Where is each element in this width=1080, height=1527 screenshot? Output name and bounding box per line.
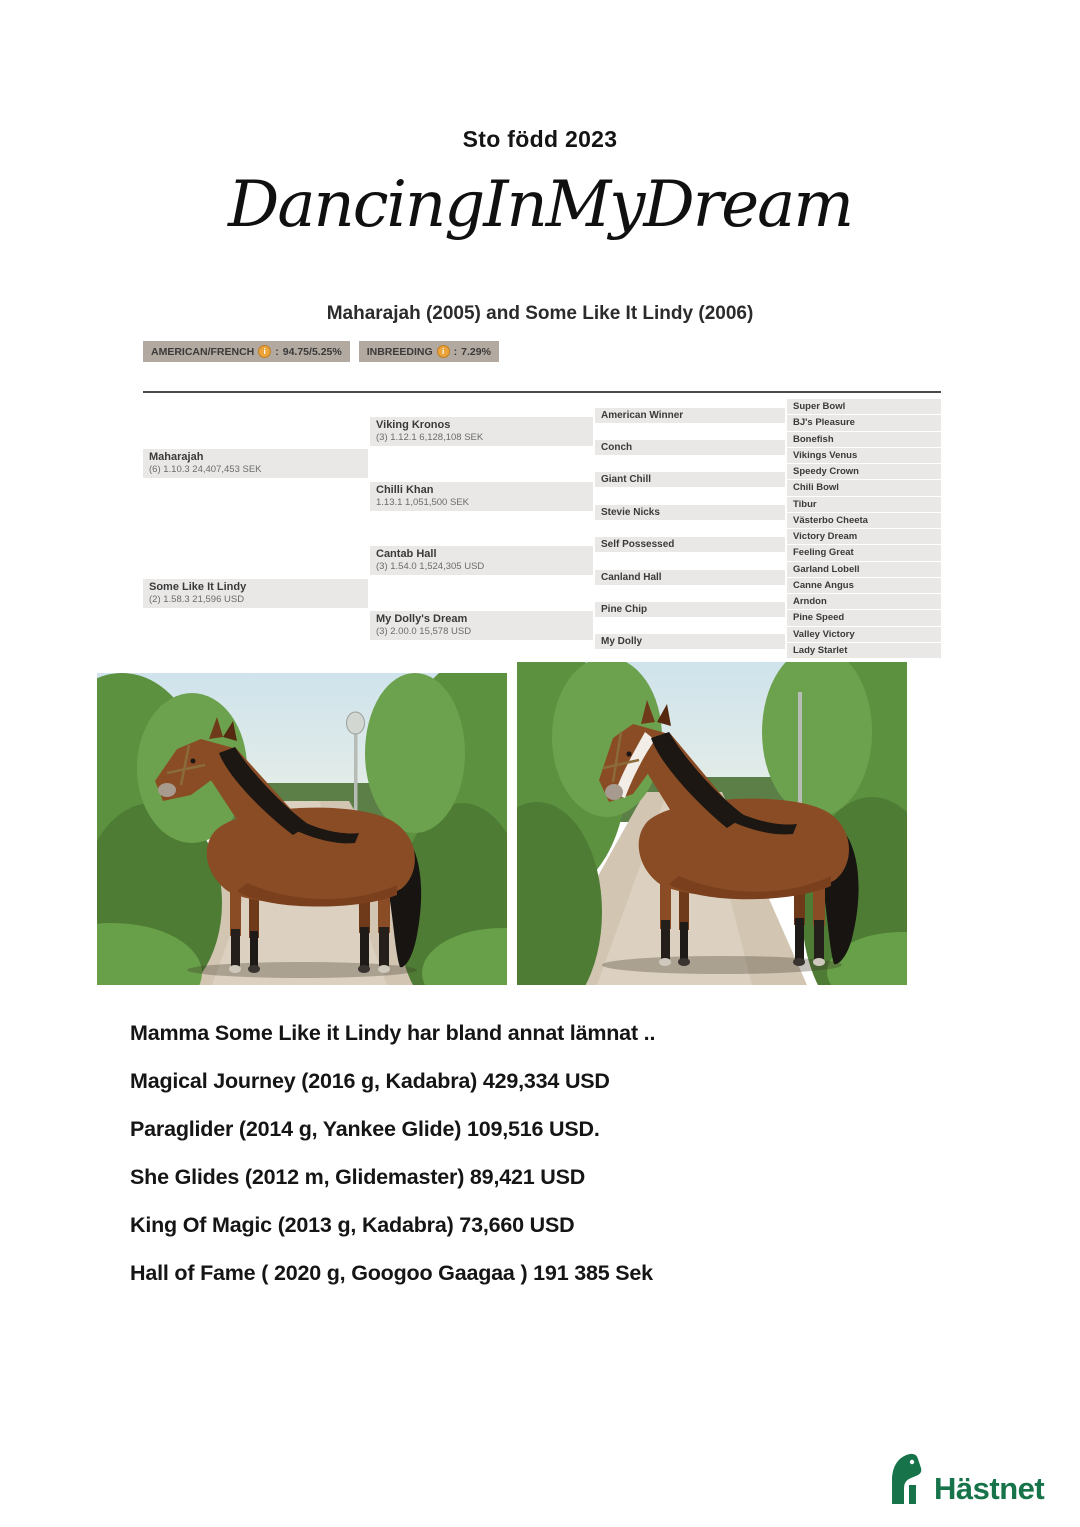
badge-separator: : bbox=[275, 345, 279, 358]
badge-value: 7.29% bbox=[461, 345, 491, 358]
pedigree-cell: Chili Bowl bbox=[787, 480, 941, 495]
pedigree-cell: American Winner bbox=[595, 408, 785, 423]
horse-name: Chilli Khan bbox=[376, 483, 434, 496]
pedigree-cell: Self Possessed bbox=[595, 537, 785, 552]
pedigree-cell: BJ's Pleasure bbox=[787, 415, 941, 430]
horse-record: (3) 1.54.0 1,524,305 USD bbox=[376, 561, 485, 573]
pedigree-cell: Valley Victory bbox=[787, 627, 941, 642]
pedigree-cell: Conch bbox=[595, 440, 785, 455]
breed-ratio-badge bbox=[143, 341, 350, 362]
pedigree-table bbox=[143, 399, 941, 658]
pedigree-cell: My Dolly bbox=[595, 634, 785, 649]
horse-name: Viking Kronos bbox=[376, 418, 451, 431]
horse-name: My Dolly's Dream bbox=[376, 613, 468, 626]
badge-label: AMERICAN/FRENCH bbox=[151, 345, 255, 358]
hastnet-logo-text: Hästnet bbox=[934, 1471, 1045, 1506]
pedigree-cell bbox=[370, 417, 593, 446]
horse-photo-right bbox=[517, 662, 907, 985]
pedigree-cell: Stevie Nicks bbox=[595, 505, 785, 520]
offspring-line: King Of Magic (2013 g, Kadabra) 73,660 USD bbox=[130, 1213, 575, 1237]
pedigree-divider bbox=[143, 391, 941, 393]
offspring-line: Magical Journey (2016 g, Kadabra) 429,334 USD bbox=[130, 1069, 610, 1093]
horse-record: 1.13.1 1,051,500 SEK bbox=[376, 496, 469, 508]
pedigree-cell: Pine Speed bbox=[787, 610, 941, 625]
hastnet-logo bbox=[886, 1452, 1044, 1504]
horse-photo-left bbox=[97, 673, 507, 985]
pedigree-cell: Super Bowl bbox=[787, 399, 941, 414]
offspring-section bbox=[130, 1022, 655, 1310]
pedigree-cell: Canne Angus bbox=[787, 578, 941, 593]
horse-record: (3) 1.12.1 6,128,108 SEK bbox=[376, 431, 484, 443]
badge-label: INBREEDING bbox=[366, 345, 433, 358]
pedigree-cell: Canland Hall bbox=[595, 570, 785, 585]
offspring-line: Hall of Fame ( 2020 g, Googoo Gaagaa ) 191 385 Sek bbox=[130, 1261, 653, 1285]
parents-title: Maharajah (2005) and Some Like It Lindy (2006) bbox=[326, 303, 754, 324]
horse-record: (3) 2.00.0 15,578 USD bbox=[376, 626, 472, 638]
badge-separator: : bbox=[453, 345, 458, 358]
pedigree-cell bbox=[370, 546, 593, 575]
pedigree-cell: Pine Chip bbox=[595, 602, 785, 617]
offspring-intro: Mamma Some Like it Lindy har bland annat lämnat .. bbox=[130, 1021, 656, 1045]
offspring-line: Paraglider (2014 g, Yankee Glide) 109,516 USD. bbox=[130, 1117, 600, 1141]
horse-name: Maharajah bbox=[149, 451, 204, 464]
pedigree-cell-dam bbox=[143, 579, 368, 608]
offspring-line: She Glides (2012 m, Glidemaster) 89,421 USD bbox=[130, 1165, 586, 1189]
horse-photo-illustration bbox=[517, 662, 907, 985]
pedigree-cell: Giant Chill bbox=[595, 472, 785, 487]
horse-name: Cantab Hall bbox=[376, 548, 437, 561]
hastnet-horse-icon bbox=[886, 1452, 926, 1504]
pedigree-cell bbox=[370, 482, 593, 511]
pedigree-cell: Tibur bbox=[787, 497, 941, 512]
birth-year-title: Sto född 2023 bbox=[462, 126, 618, 152]
pedigree-cell-sire bbox=[143, 449, 368, 478]
badge-value: 94.75/5.25% bbox=[282, 345, 342, 358]
pedigree-cell: Speedy Crown bbox=[787, 464, 941, 479]
pedigree-cell: Arndon bbox=[787, 594, 941, 609]
pedigree-col-gen4 bbox=[787, 399, 941, 658]
horse-name: Some Like It Lindy bbox=[149, 580, 247, 593]
horse-record: (2) 1.58.3 21,596 USD bbox=[149, 593, 245, 605]
horse-photo-illustration bbox=[97, 673, 507, 985]
pedigree-cell: Lady Starlet bbox=[787, 643, 941, 658]
pedigree-col-greatgrandparents bbox=[595, 399, 785, 658]
pedigree-cell: Feeling Great bbox=[787, 545, 941, 560]
pedigree-cell: Västerbo Cheeta bbox=[787, 513, 941, 528]
info-icon[interactable]: i bbox=[258, 345, 271, 358]
pedigree-cell: Victory Dream bbox=[787, 529, 941, 544]
pedigree-col-grandparents bbox=[370, 399, 593, 658]
pedigree-cell: Garland Lobell bbox=[787, 562, 941, 577]
horse-name-title: DancingInMyDream bbox=[228, 168, 852, 242]
badge-row bbox=[143, 341, 499, 362]
pedigree-col-parents bbox=[143, 399, 368, 658]
horse-record: (6) 1.10.3 24,407,453 SEK bbox=[149, 464, 262, 476]
pedigree-cell bbox=[370, 611, 593, 640]
pedigree-cell: Bonefish bbox=[787, 432, 941, 447]
inbreeding-badge bbox=[359, 341, 499, 362]
info-icon[interactable]: i bbox=[437, 345, 450, 358]
pedigree-cell: Vikings Venus bbox=[787, 448, 941, 463]
